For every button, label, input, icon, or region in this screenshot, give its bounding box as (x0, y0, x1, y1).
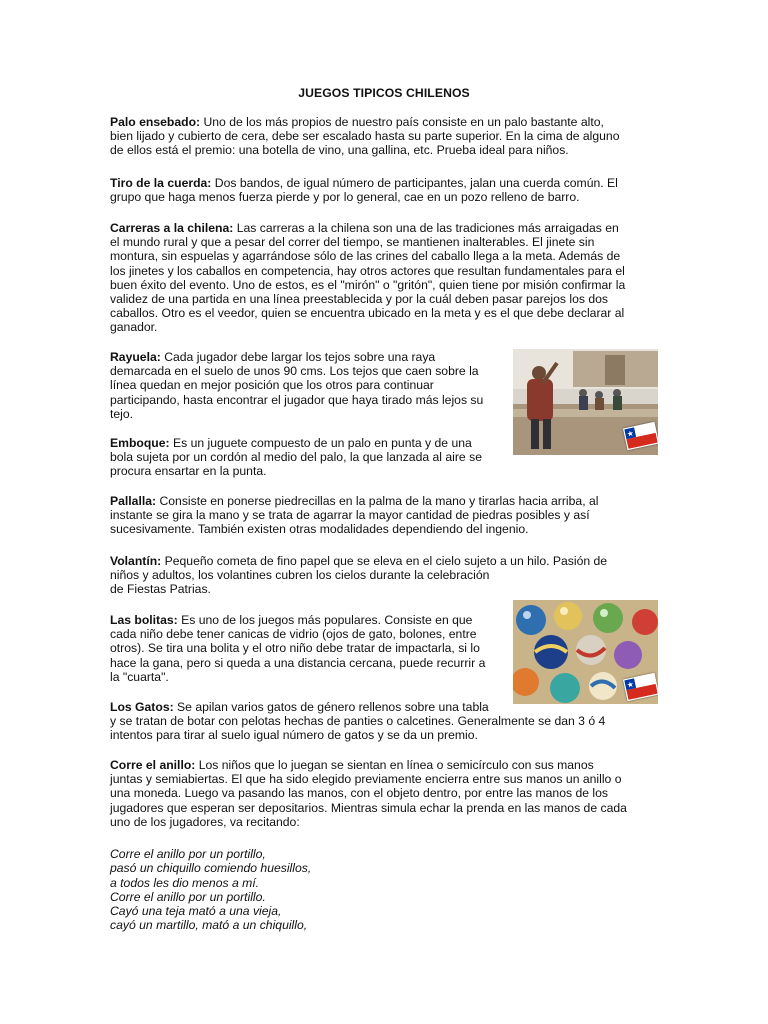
entry-line: de ellos está el premio: una botella de vino, una gallina, etc. Prueba ideal para niños. (110, 143, 569, 158)
entry-term: Rayuela: (110, 350, 161, 364)
entry-line: procura ensartar en la punta. (110, 464, 267, 479)
poem-line: Corre el anillo por un portillo, (110, 847, 266, 861)
entry-line: uno de los jugadores, va recitando: (110, 814, 300, 829)
entry-line: demarcada en el suelo de unos 90 cms. Los tejos que caen sobre la (110, 364, 479, 379)
entry-las-bolitas (110, 613, 485, 684)
entry-line: y se tratan de botar con pelotas hechas de panties o calcetines. Generalmente se dan 3 ó 4 (110, 714, 606, 729)
entry-line: los jinetes y los caballos en competencia, hay otros actores que resultan fundamentales para el (110, 263, 625, 278)
entry-line: una moneda. Luego va pasando las manos, con el objeto dentro, por entre las manos de los (110, 786, 608, 801)
entry-line: validez de una partida en una línea preestablecida y por la cuál deben pasar parejos los dos (110, 292, 608, 307)
entry-term: Tiro de la cuerda: (110, 176, 212, 190)
document-title: JUEGOS TIPICOS CHILENOS (298, 86, 470, 100)
entry-term: Volantín: (110, 554, 162, 568)
entry-line: jugadores que esperan ser depositarios. Mientras simula echar la prenda en las manos de cada (110, 800, 627, 815)
entry-emboque (110, 436, 482, 479)
poem-line: pasó un chiquillo comiendo huesillos, (110, 861, 312, 876)
entry-term: Palo ensebado: (110, 115, 201, 129)
entry-line: bien lijado y cubierto de cera, debe ser escalado hasta su parte superior. En la cima de alguno (110, 129, 620, 144)
entry-term: Corre el anillo: (110, 758, 196, 772)
entry-line: cada niño debe tener canicas de vidrio (ojos de gato, bolones, entre (110, 627, 477, 642)
entry-los-gatos (110, 700, 605, 743)
entry-rayuela (110, 350, 483, 421)
entry-line: intentos para tirar al suelo igual número de gatos y se da un premio. (110, 728, 478, 743)
entry-line: el mundo rural y que a pesar del correr del tiempo, se mantienen inalterables. El jinete sin (110, 235, 595, 250)
entry-corre-el-anillo (110, 758, 627, 829)
entry-tiro-de-la-cuerda (110, 176, 618, 204)
entry-line: sucesivamente. También existen otras modalidades dependiendo del ingenio. (110, 522, 529, 537)
poem-line: cayó un martillo, mató a un chiquillo, (110, 918, 308, 933)
entry-line: Emboque: Es un juguete compuesto de un palo en punta y de una (110, 436, 472, 450)
entry-line: Pallalla: Consiste en ponerse piedrecillas en la palma de la mano y tirarlas hacia arriba, al (110, 494, 599, 508)
entry-line: línea quedan en mejor posición que los otros para continuar (110, 378, 434, 393)
poem-line: Cayó una teja mató a una vieja, (110, 904, 282, 919)
entry-volantin (110, 554, 607, 597)
entry-line: Corre el anillo: Los niños que lo juegan se sientan en línea o semicírculo con sus manos (110, 758, 594, 772)
entry-line: juntas y semiabiertas. El que ha sido elegido previamente encierra entre sus manos un anillo o (110, 772, 622, 787)
poem-line: Corre el anillo por un portillo. (110, 889, 266, 904)
entry-line: Volantín: Pequeño cometa de fino papel que se eleva en el cielo sujeto a un hilo. Pasión de (110, 554, 608, 568)
entry-line: Tiro de la cuerda: Dos bandos, de igual número de participantes, jalan una cuerda común. El (110, 176, 618, 190)
entry-line: caballos. Otro es el veedor, quien se encuentra ubicado en la meta y es el que debe declarar al (110, 306, 625, 321)
entry-line: Palo ensebado: Uno de los más propios de nuestro país consiste en un palo bastante alto, (110, 115, 604, 129)
entry-line: ganador. (110, 320, 158, 335)
entry-pallalla (110, 494, 598, 537)
rayuela-photo (513, 349, 658, 455)
entry-line: Los Gatos: Se apilan varios gatos de género rellenos sobre una tabla (110, 700, 489, 714)
entry-line: tejo. (110, 406, 134, 421)
poem-line: a todos les dio menos a mí. (110, 875, 260, 890)
entry-line: la "cuarta". (110, 669, 169, 684)
entry-line: niños y adultos, los volantines cubren los cielos durante la celebración (110, 568, 490, 583)
entry-term: Emboque: (110, 436, 170, 450)
entry-line: otros). Se tira una bolita y el otro niño debe tratar de impactarla, si lo (110, 641, 480, 656)
entry-term: Carreras a la chilena: (110, 221, 234, 235)
bolitas-photo (513, 600, 658, 704)
entry-line: Carreras a la chilena: Las carreras a la chilena son una de las tradiciones más arraigadas en (110, 221, 619, 235)
poem (110, 847, 311, 933)
entry-line: buen éxito del evento. Uno de estos, es el "mirón" o "gritón", quien tiene por misión confirmar la (110, 277, 626, 292)
entry-line: participando, hasta encontrar el jugador que haya tirado más lejos su (110, 392, 484, 407)
entry-line: Rayuela: Cada jugador debe largar los tejos sobre una raya (110, 350, 436, 364)
entry-line: hace la gana, pero si queda a una distancia cercana, puede recurrir a (110, 655, 486, 670)
entry-line: bola sujeta por un cordón al medio del palo, la que lanzada al aire se (110, 450, 482, 465)
entry-term: Las bolitas: (110, 613, 178, 627)
entry-palo-ensebado (110, 115, 619, 158)
entry-line: montura, sin espuelas y agarrándose sólo de las crines del caballo llega a la meta. Además de (110, 249, 621, 264)
entry-line: instante se gira la mano y se trata de agarrar la mayor cantidad de piedras posibles y así (110, 508, 590, 523)
entry-line: de Fiestas Patrias. (110, 582, 211, 597)
entry-line: grupo que haga menos fuerza pierde y por lo general, cae en un pozo relleno de barro. (110, 190, 580, 205)
entry-term: Pallalla: (110, 494, 157, 508)
entry-line: Las bolitas: Es uno de los juegos más populares. Consiste en que (110, 613, 473, 627)
entry-term: Los Gatos: (110, 700, 174, 714)
entry-carreras-a-la-chilena (110, 221, 625, 335)
